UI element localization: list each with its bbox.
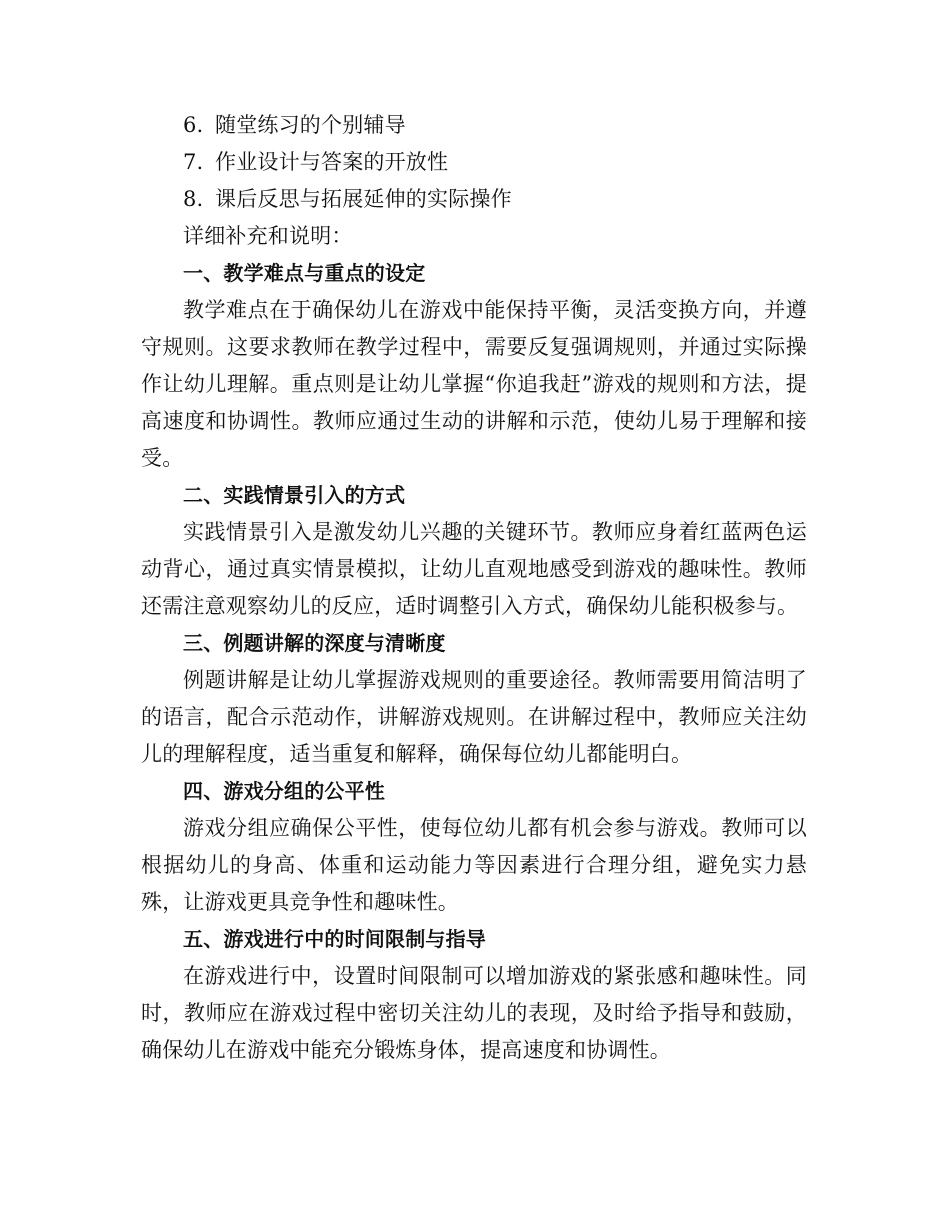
section-paragraph: 游戏分组应确保公平性，使每位幼儿都有机会参与游戏。教师可以根据幼儿的身高、体重和运动能力等因素进行合理分组，避免实力悬殊，让游戏更具竞争性和趣味性。 <box>141 816 807 914</box>
section-paragraph: 实践情景引入是激发幼儿兴趣的关键环节。教师应身着红蓝两色运动背心，通过真实情景模拟，让幼儿直观地感受到游戏的趣味性。教师还需注意观察幼儿的反应，适时调整引入方式，确保幼儿能积极参与。 <box>141 520 807 618</box>
list-item <box>141 144 807 181</box>
list-item-text: 课后反思与拓展延伸的实际操作 <box>215 187 512 211</box>
list-item-number: 6. <box>183 113 204 137</box>
section-heading: 二、实践情景引入的方式 <box>183 483 406 507</box>
list-item-text: 随堂练习的个别辅导 <box>215 113 406 137</box>
section-paragraph: 例题讲解是让幼儿掌握游戏规则的重要途径。教师需要用简洁明了的语言，配合示范动作，讲解游戏规则。在讲解过程中，教师应关注幼儿的理解程度，适当重复和解释，确保每位幼儿都能明白。 <box>141 668 807 766</box>
section-heading: 三、例题讲解的深度与清晰度 <box>183 631 446 655</box>
list-item-number: 7. <box>183 150 204 174</box>
list-item <box>141 181 807 218</box>
section-heading: 一、教学难点与重点的设定 <box>183 261 426 285</box>
document-body <box>141 107 807 1069</box>
section-paragraph: 教学难点在于确保幼儿在游戏中能保持平衡，灵活变换方向，并遵守规则。这要求教师在教学过程中，需要反复强调规则，并通过实际操作让幼儿理解。重点则是让幼儿掌握“你追我赶”游戏的规则和方法，提高速度和协调性。教师应通过生动的讲解和示范，使幼儿易于理解和接受。 <box>141 298 807 470</box>
list-item <box>141 107 807 144</box>
section-heading: 四、游戏分组的公平性 <box>183 779 385 803</box>
section-paragraph: 在游戏进行中，设置时间限制可以增加游戏的紧张感和趣味性。同时，教师应在游戏过程中密切关注幼儿的表现，及时给予指导和鼓励，确保幼儿在游戏中能充分锻炼身体，提高速度和协调性。 <box>141 964 807 1062</box>
intro-line: 详细补充和说明： <box>183 224 353 248</box>
section-heading: 五、游戏进行中的时间限制与指导 <box>183 927 486 951</box>
list-item-text: 作业设计与答案的开放性 <box>215 150 449 174</box>
list-item-number: 8. <box>183 187 204 211</box>
